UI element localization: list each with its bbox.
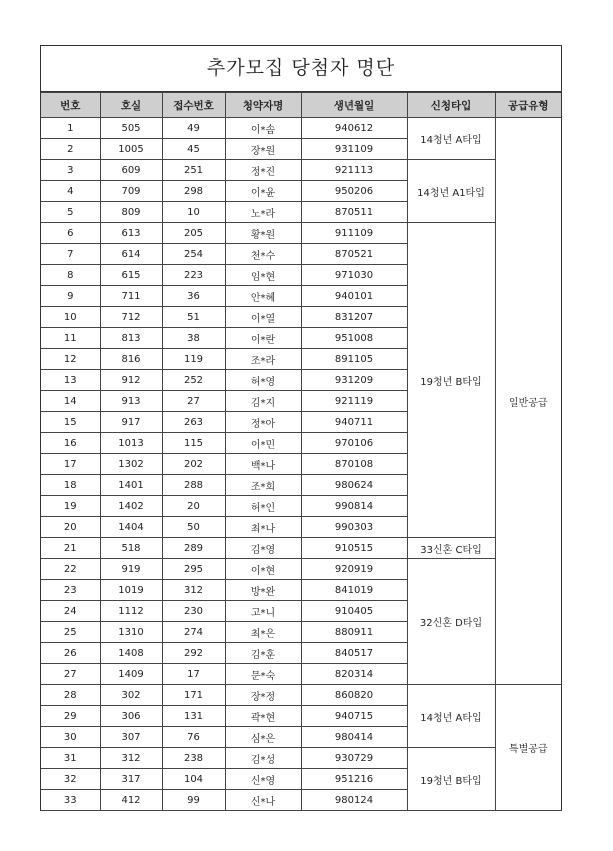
room-number: 712: [100, 307, 162, 328]
applicant-name: 김*훈: [225, 643, 301, 664]
receipt-number: 252: [162, 370, 225, 391]
room-number: 317: [100, 769, 162, 790]
document-title: 추가모집 당첨자 명단: [41, 46, 561, 92]
birth-date: 940612: [301, 118, 407, 139]
application-type-cell: 19청년 B타입: [407, 223, 495, 538]
room-number: 1402: [100, 496, 162, 517]
receipt-number: 238: [162, 748, 225, 769]
receipt-number: 38: [162, 328, 225, 349]
receipt-number: 36: [162, 286, 225, 307]
receipt-number: 288: [162, 475, 225, 496]
receipt-number: 263: [162, 412, 225, 433]
applicant-name: 이*열: [225, 307, 301, 328]
birth-date: 820314: [301, 664, 407, 685]
receipt-number: 50: [162, 517, 225, 538]
application-type-cell: 14청년 A타입: [407, 118, 495, 160]
room-number: 809: [100, 202, 162, 223]
birth-date: 990814: [301, 496, 407, 517]
row-number: 23: [41, 580, 100, 601]
applicant-name: 정*아: [225, 412, 301, 433]
room-number: 1404: [100, 517, 162, 538]
birth-date: 921119: [301, 391, 407, 412]
application-type-cell: 14청년 A타입: [407, 685, 495, 748]
applicant-name: 임*현: [225, 265, 301, 286]
receipt-number: 10: [162, 202, 225, 223]
room-number: 615: [100, 265, 162, 286]
birth-date: 951216: [301, 769, 407, 790]
room-number: 312: [100, 748, 162, 769]
receipt-number: 76: [162, 727, 225, 748]
room-number: 412: [100, 790, 162, 811]
birth-date: 860820: [301, 685, 407, 706]
receipt-number: 171: [162, 685, 225, 706]
row-number: 21: [41, 538, 100, 559]
birth-date: 980414: [301, 727, 407, 748]
applicant-name: 이*솜: [225, 118, 301, 139]
receipt-number: 230: [162, 601, 225, 622]
header-birth-date: 생년월일: [301, 93, 407, 118]
applicant-name: 곽*현: [225, 706, 301, 727]
row-number: 27: [41, 664, 100, 685]
applicant-name: 이*윤: [225, 181, 301, 202]
row-number: 1: [41, 118, 100, 139]
row-number: 29: [41, 706, 100, 727]
table-row: [41, 685, 561, 706]
row-number: 31: [41, 748, 100, 769]
row-number: 26: [41, 643, 100, 664]
birth-date: 870521: [301, 244, 407, 265]
applicant-name: 황*원: [225, 223, 301, 244]
receipt-number: 17: [162, 664, 225, 685]
applicant-name: 신*나: [225, 790, 301, 811]
receipt-number: 205: [162, 223, 225, 244]
row-number: 14: [41, 391, 100, 412]
row-number: 32: [41, 769, 100, 790]
row-number: 20: [41, 517, 100, 538]
row-number: 33: [41, 790, 100, 811]
applicant-name: 장*원: [225, 139, 301, 160]
receipt-number: 115: [162, 433, 225, 454]
birth-date: 840517: [301, 643, 407, 664]
receipt-number: 254: [162, 244, 225, 265]
row-number: 7: [41, 244, 100, 265]
receipt-number: 20: [162, 496, 225, 517]
room-number: 1005: [100, 139, 162, 160]
applicant-name: 방*완: [225, 580, 301, 601]
receipt-number: 51: [162, 307, 225, 328]
applicant-name: 허*영: [225, 370, 301, 391]
row-number: 13: [41, 370, 100, 391]
row-number: 22: [41, 559, 100, 580]
birth-date: 921113: [301, 160, 407, 181]
applicant-name: 백*나: [225, 454, 301, 475]
room-number: 1310: [100, 622, 162, 643]
applicant-name: 장*정: [225, 685, 301, 706]
table-header-row: [41, 93, 561, 118]
room-number: 919: [100, 559, 162, 580]
birth-date: 940715: [301, 706, 407, 727]
table-row: [41, 160, 561, 181]
applicant-name: 이*란: [225, 328, 301, 349]
row-number: 11: [41, 328, 100, 349]
room-number: 913: [100, 391, 162, 412]
receipt-number: 104: [162, 769, 225, 790]
row-number: 19: [41, 496, 100, 517]
supply-type-cell: 일반공급: [495, 118, 561, 685]
birth-date: 910515: [301, 538, 407, 559]
room-number: 711: [100, 286, 162, 307]
birth-date: 891105: [301, 349, 407, 370]
header-supply-type: 공급유형: [495, 93, 561, 118]
room-number: 813: [100, 328, 162, 349]
applicant-name: 문*숙: [225, 664, 301, 685]
header-receipt-number: 접수번호: [162, 93, 225, 118]
applicant-name: 김*지: [225, 391, 301, 412]
applicant-name: 조*라: [225, 349, 301, 370]
receipt-number: 312: [162, 580, 225, 601]
room-number: 709: [100, 181, 162, 202]
table-row: [41, 748, 561, 769]
birth-date: 931209: [301, 370, 407, 391]
receipt-number: 119: [162, 349, 225, 370]
applicant-name: 최*나: [225, 517, 301, 538]
row-number: 17: [41, 454, 100, 475]
birth-date: 870511: [301, 202, 407, 223]
birth-date: 970106: [301, 433, 407, 454]
applicant-name: 신*영: [225, 769, 301, 790]
birth-date: 950206: [301, 181, 407, 202]
row-number: 28: [41, 685, 100, 706]
table-row: [41, 223, 561, 244]
applicant-name: 김*성: [225, 748, 301, 769]
row-number: 15: [41, 412, 100, 433]
room-number: 912: [100, 370, 162, 391]
application-type-cell: 14청년 A1타입: [407, 160, 495, 223]
header-applicant-name: 청약자명: [225, 93, 301, 118]
applicant-name: 정*진: [225, 160, 301, 181]
row-number: 18: [41, 475, 100, 496]
room-number: 1013: [100, 433, 162, 454]
birth-date: 990303: [301, 517, 407, 538]
receipt-number: 45: [162, 139, 225, 160]
room-number: 1401: [100, 475, 162, 496]
room-number: 505: [100, 118, 162, 139]
receipt-number: 298: [162, 181, 225, 202]
room-number: 1302: [100, 454, 162, 475]
applicant-name: 김*영: [225, 538, 301, 559]
receipt-number: 289: [162, 538, 225, 559]
applicant-name: 허*인: [225, 496, 301, 517]
room-number: 614: [100, 244, 162, 265]
room-number: 307: [100, 727, 162, 748]
table-row: [41, 538, 561, 559]
header-application-type: 신청타입: [407, 93, 495, 118]
receipt-number: 99: [162, 790, 225, 811]
birth-date: 971030: [301, 265, 407, 286]
birth-date: 940711: [301, 412, 407, 433]
row-number: 8: [41, 265, 100, 286]
row-number: 10: [41, 307, 100, 328]
room-number: 1409: [100, 664, 162, 685]
birth-date: 910405: [301, 601, 407, 622]
row-number: 16: [41, 433, 100, 454]
row-number: 3: [41, 160, 100, 181]
room-number: 609: [100, 160, 162, 181]
room-number: 518: [100, 538, 162, 559]
birth-date: 880911: [301, 622, 407, 643]
birth-date: 931109: [301, 139, 407, 160]
row-number: 4: [41, 181, 100, 202]
receipt-number: 292: [162, 643, 225, 664]
room-number: 306: [100, 706, 162, 727]
applicant-name: 고*니: [225, 601, 301, 622]
receipt-number: 295: [162, 559, 225, 580]
room-number: 613: [100, 223, 162, 244]
header-room: 호실: [100, 93, 162, 118]
receipt-number: 274: [162, 622, 225, 643]
room-number: 1112: [100, 601, 162, 622]
document-sheet: [40, 45, 562, 811]
application-type-cell: 33신혼 C타입: [407, 538, 495, 559]
receipt-number: 202: [162, 454, 225, 475]
receipt-number: 223: [162, 265, 225, 286]
supply-type-cell: 특별공급: [495, 685, 561, 811]
receipt-number: 131: [162, 706, 225, 727]
room-number: 1408: [100, 643, 162, 664]
birth-date: 870108: [301, 454, 407, 475]
room-number: 816: [100, 349, 162, 370]
applicant-name: 조*희: [225, 475, 301, 496]
receipt-number: 49: [162, 118, 225, 139]
birth-date: 841019: [301, 580, 407, 601]
row-number: 12: [41, 349, 100, 370]
applicant-name: 심*은: [225, 727, 301, 748]
receipt-number: 251: [162, 160, 225, 181]
applicant-name: 최*은: [225, 622, 301, 643]
birth-date: 940101: [301, 286, 407, 307]
application-type-cell: 32신혼 D타입: [407, 559, 495, 685]
row-number: 2: [41, 139, 100, 160]
applicant-name: 이*민: [225, 433, 301, 454]
applicant-name: 이*현: [225, 559, 301, 580]
applicant-name: 노*라: [225, 202, 301, 223]
row-number: 9: [41, 286, 100, 307]
birth-date: 920919: [301, 559, 407, 580]
application-type-cell: 19청년 B타입: [407, 748, 495, 811]
birth-date: 980624: [301, 475, 407, 496]
birth-date: 930729: [301, 748, 407, 769]
birth-date: 911109: [301, 223, 407, 244]
table-row: [41, 559, 561, 580]
row-number: 25: [41, 622, 100, 643]
room-number: 1019: [100, 580, 162, 601]
header-number: 번호: [41, 93, 100, 118]
row-number: 6: [41, 223, 100, 244]
row-number: 30: [41, 727, 100, 748]
room-number: 302: [100, 685, 162, 706]
applicant-name: 천*수: [225, 244, 301, 265]
row-number: 24: [41, 601, 100, 622]
winners-table: [41, 92, 561, 811]
applicant-name: 안*혜: [225, 286, 301, 307]
table-row: [41, 118, 561, 139]
birth-date: 951008: [301, 328, 407, 349]
receipt-number: 27: [162, 391, 225, 412]
row-number: 5: [41, 202, 100, 223]
birth-date: 831207: [301, 307, 407, 328]
birth-date: 980124: [301, 790, 407, 811]
room-number: 917: [100, 412, 162, 433]
